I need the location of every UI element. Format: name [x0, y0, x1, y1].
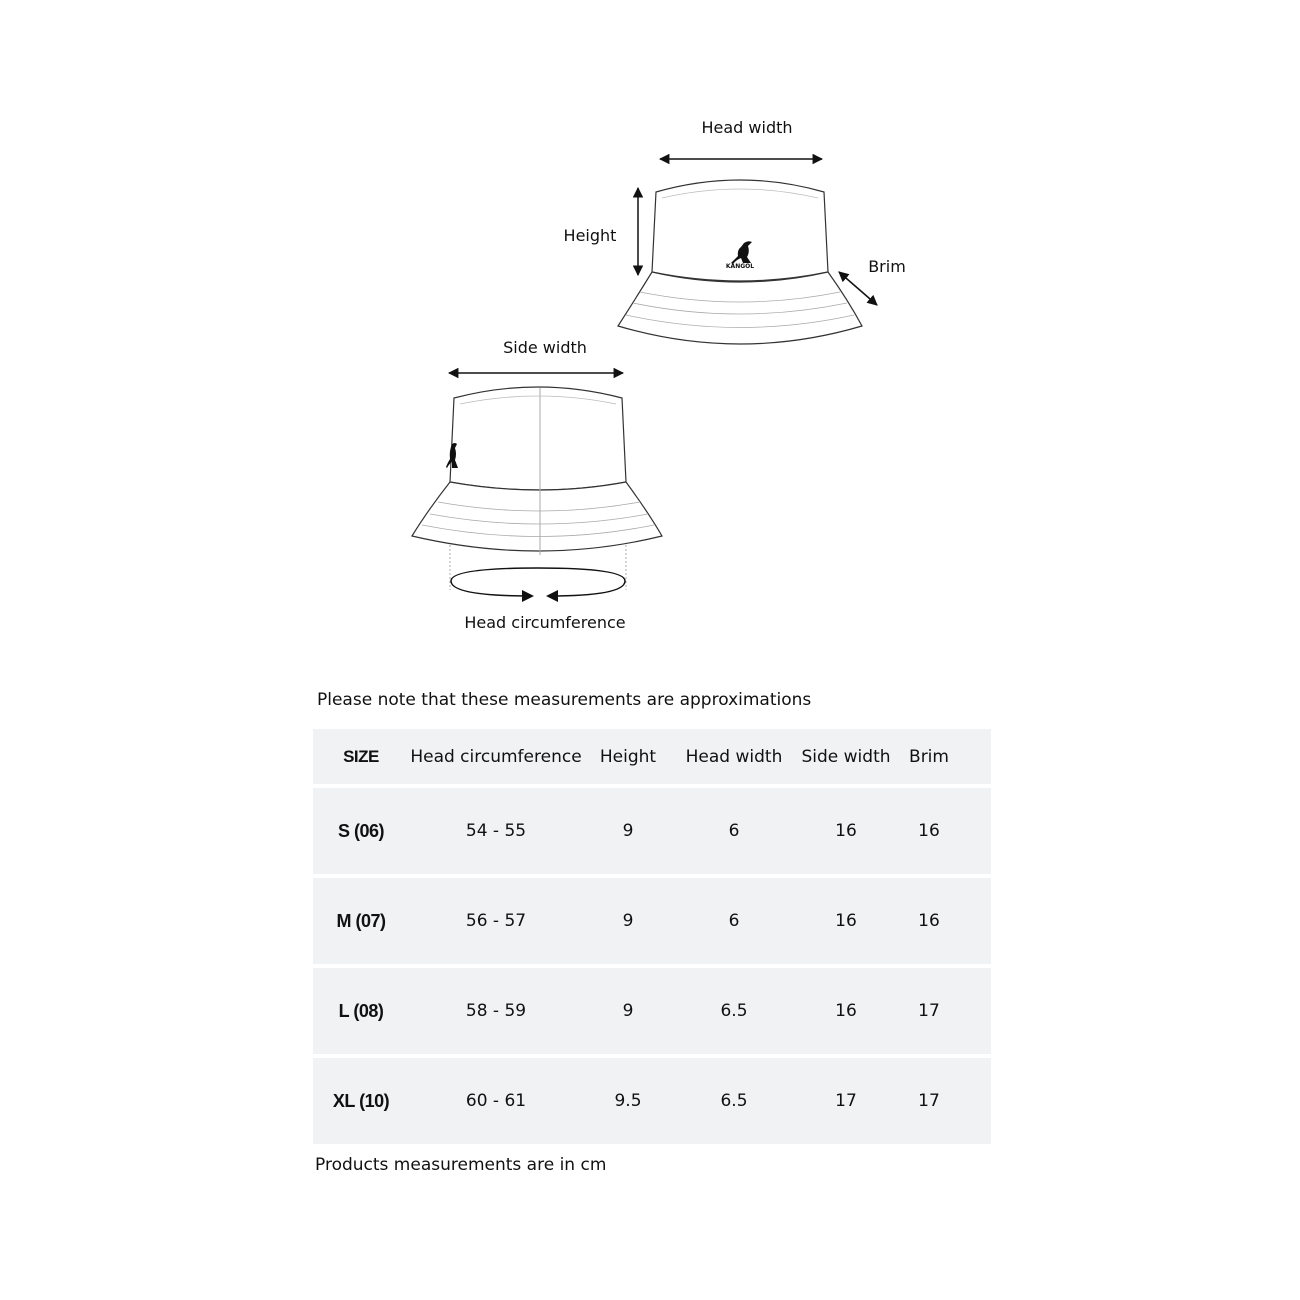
head-width-label: Head width: [701, 118, 793, 137]
head-circumference-cell: 54 - 55: [465, 821, 527, 841]
header-brim: Brim: [909, 746, 949, 767]
brim-cell: 16: [918, 821, 940, 841]
side-hat-illustration: [412, 387, 662, 590]
front-hat-illustration: [618, 180, 862, 344]
logo-text: KANGOL: [725, 263, 755, 270]
table-header-row: [313, 729, 991, 784]
brim-cell: 16: [918, 911, 940, 931]
head-width-cell: 6.5: [720, 1091, 748, 1111]
head-width-cell: 6.5: [720, 1001, 748, 1021]
size-cell: L (08): [338, 1000, 384, 1021]
header-head-circumference: Head circumference: [410, 746, 582, 767]
head-circumference-ellipse: [451, 568, 625, 602]
table-row: [313, 968, 991, 1054]
side-width-cell: 16: [835, 911, 857, 931]
header-height: Height: [599, 746, 657, 767]
head-circumference-cell: 58 - 59: [465, 1001, 527, 1021]
head-circumference-cell: 60 - 61: [465, 1091, 527, 1111]
size-cell: S (06): [337, 820, 385, 841]
units-footnote: Products measurements are in cm: [315, 1155, 607, 1175]
side-width-cell: 17: [835, 1091, 857, 1111]
side-width-cell: 16: [835, 821, 857, 841]
height-cell: 9: [622, 911, 634, 931]
side-width-label: Side width: [503, 338, 587, 357]
height-cell: 9.5: [614, 1091, 642, 1111]
height-label: Height: [563, 226, 617, 245]
height-cell: 9: [622, 821, 634, 841]
header-size: SIZE: [343, 746, 379, 766]
brim-cell: 17: [918, 1091, 940, 1111]
header-side-width: Side width: [801, 746, 891, 767]
head-width-cell: 6: [728, 911, 740, 931]
head-circumference-label: Head circumference: [464, 613, 626, 632]
table-row: [313, 878, 991, 964]
table-row: [313, 1058, 991, 1144]
approximation-note: Please note that these measurements are approximations: [317, 690, 812, 710]
size-cell: M (07): [336, 910, 386, 931]
brim-label: Brim: [868, 257, 906, 276]
side-width-cell: 16: [835, 1001, 857, 1021]
head-width-cell: 6: [728, 821, 740, 841]
height-cell: 9: [622, 1001, 634, 1021]
head-circumference-cell: 56 - 57: [465, 911, 527, 931]
brim-cell: 17: [918, 1001, 940, 1021]
size-table: [313, 729, 991, 1148]
header-head-width: Head width: [685, 746, 783, 767]
table-row: [313, 788, 991, 874]
size-cell: XL (10): [332, 1090, 390, 1111]
